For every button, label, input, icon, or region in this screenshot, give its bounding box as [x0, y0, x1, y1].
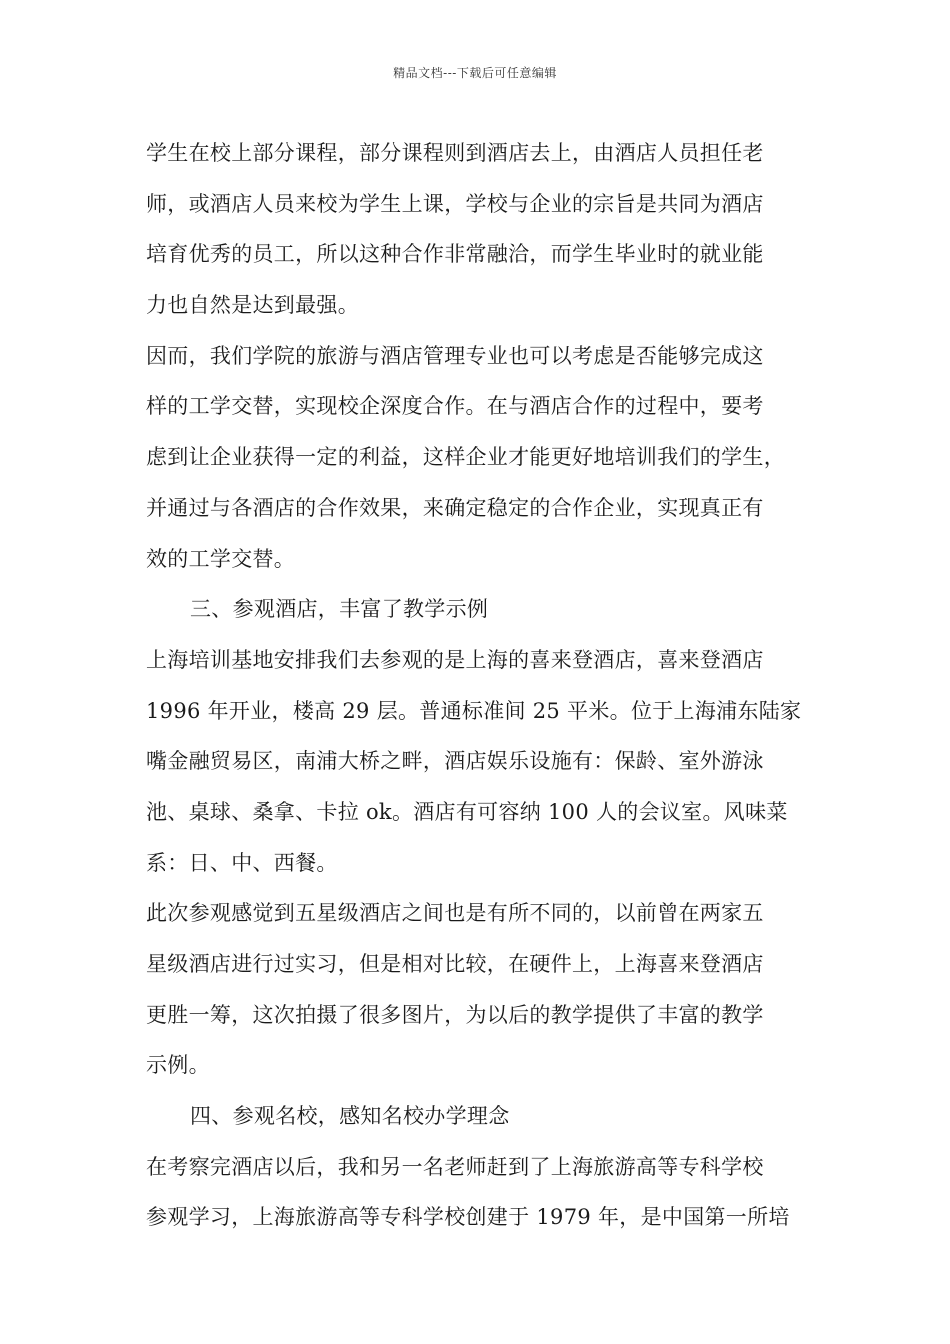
paragraph-line: 示例。: [146, 1053, 210, 1078]
paragraph-line: 系：日、中、西餐。: [146, 850, 338, 875]
section-heading: 四、参观名校，感知名校办学理念: [190, 1104, 510, 1129]
paragraph-line: 嘴金融贸易区，南浦大桥之畔，酒店娱乐设施有：保龄、室外游泳: [146, 749, 764, 774]
paragraph-line: 星级酒店进行过实习，但是相对比较，在硬件上，上海喜来登酒店: [146, 952, 764, 976]
paragraph-line: 培育优秀的员工，所以这种合作非常融洽，而学生毕业时的就业能: [146, 242, 764, 267]
paragraph-line: 此次参观感觉到五星级酒店之间也是有所不同的，以前曾在两家五: [146, 901, 764, 926]
paragraph-line: 学生在校上部分课程，部分课程则到酒店去上，由酒店人员担任老: [146, 141, 764, 165]
section-heading: 三、参观酒店，丰富了教学示例: [190, 597, 489, 622]
paragraph-line: 效的工学交替。: [146, 546, 296, 571]
paragraph-line: 因而，我们学院的旅游与酒店管理专业也可以考虑是否能够完成这: [146, 343, 764, 368]
paragraph-line: 在考察完酒店以后，我和另一名老师赶到了上海旅游高等专科学校: [146, 1154, 764, 1179]
paragraph-line: 师，或酒店人员来校为学生上课，学校与企业的宗旨是共同为酒店: [146, 191, 764, 216]
paragraph-line: 参观学习，上海旅游高等专科学校创建于 1979 年，是中国第一所培: [146, 1205, 790, 1230]
paragraph-line: 样的工学交替，实现校企深度合作。在与酒店合作的过程中，要考: [146, 394, 764, 419]
paragraph-line: 上海培训基地安排我们去参观的是上海的喜来登酒店，喜来登酒店: [146, 647, 764, 672]
paragraph-line: 虑到让企业获得一定的利益，这样企业才能更好地培训我们的学生，: [146, 445, 785, 470]
paragraph-line: 更胜一筹，这次拍摄了很多图片，为以后的教学提供了丰富的教学: [146, 1002, 764, 1027]
page-header: 精品文档---下载后可任意编辑: [393, 66, 557, 80]
paragraph-line: 并通过与各酒店的合作效果，来确定稳定的合作企业，实现真正有: [146, 495, 764, 520]
document-body: [146, 128, 826, 1243]
paragraph-line: 1996 年开业，楼高 29 层。普通标准间 25 平米。位于上海浦东陆家: [146, 698, 802, 723]
paragraph-line: 力也自然是达到最强。: [146, 293, 359, 318]
paragraph-line: 池、桌球、桑拿、卡拉 ok。酒店有可容纳 100 人的会议室。风味菜: [146, 799, 788, 824]
